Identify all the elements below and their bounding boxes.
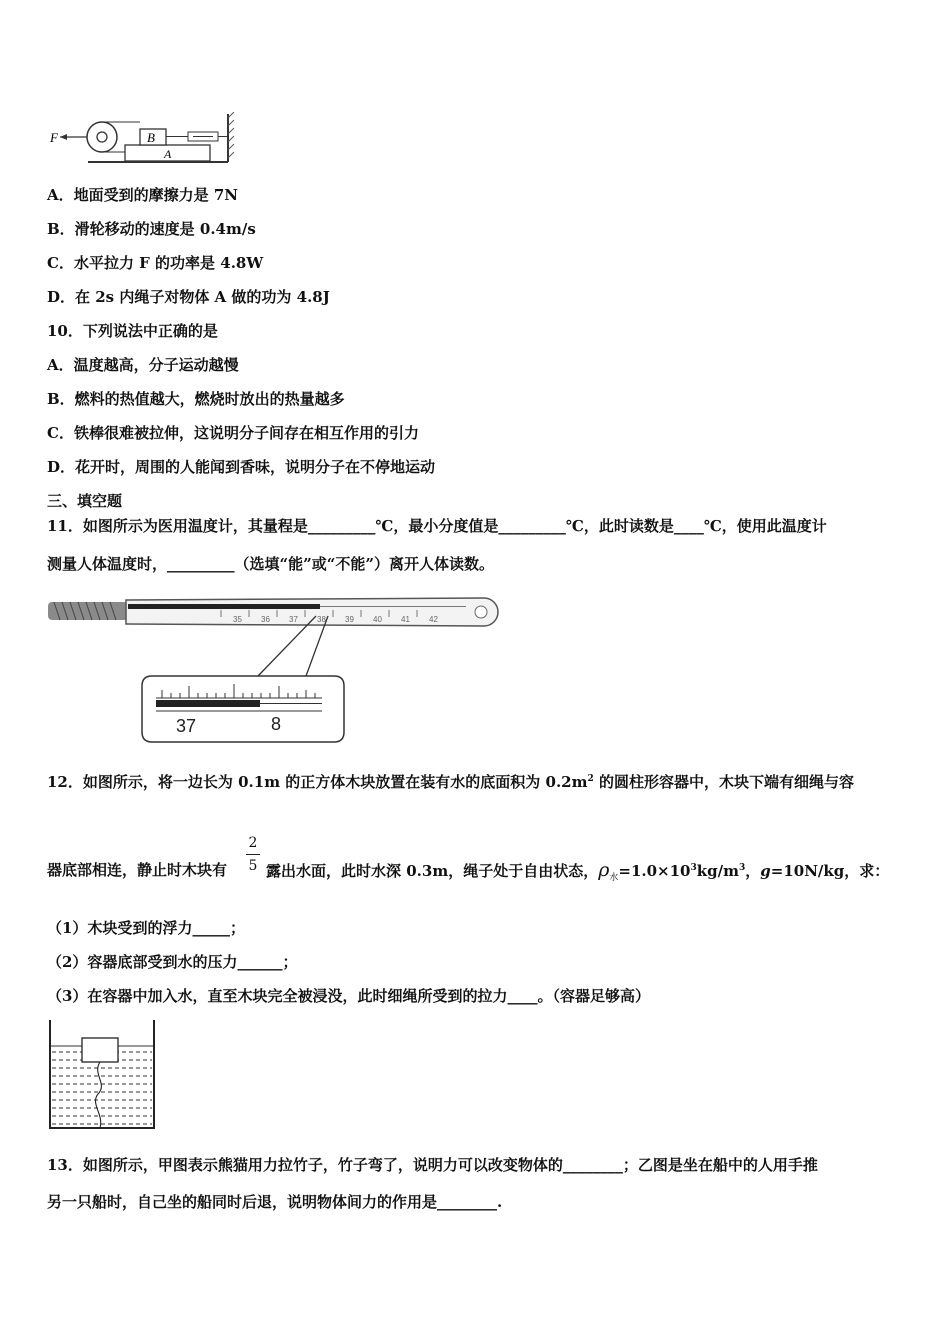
q11-line2: 测量人体温度时，_________（选填“能”或“不能”）离开人体读数。 (47, 555, 495, 573)
q10-option-c: C．铁棒很难被拉伸，这说明分子间存在相互作用的引力 (47, 424, 419, 442)
q9-option-c: C．水平拉力 F 的功率是 4.8W (47, 254, 264, 272)
fraction-two-fifths (246, 834, 260, 875)
q10-stem: 10．下列说法中正确的是 (47, 322, 218, 340)
pulley-diagram (50, 112, 235, 164)
q9-option-a: A．地面受到的摩擦力是 7N (47, 186, 239, 204)
q12-line2-sup1: 3 (690, 863, 697, 873)
q12-sub1: （1）木块受到的浮力_____； (47, 919, 245, 937)
tick-label-40: 40 (373, 615, 382, 624)
block-b-label: B (147, 130, 155, 145)
q12-line2-part-e: ， (745, 862, 761, 880)
fraction-numerator: 2 (248, 835, 258, 851)
q12-sub3: （3）在容器中加入水，直至木块完全被浸没，此时细绳所受到的拉力____。（容器足够高） (47, 987, 650, 1005)
tick-label-36: 36 (261, 615, 270, 624)
q12-line2-part-f: =10N/kg，求： (770, 862, 890, 880)
q12-line1-part-b: 的圆柱形容器中，木块下端有细绳与容 (593, 773, 854, 791)
q12-line2-part-b: 露出水面，此时水深 0.3m，绳子处于自由状态， (266, 862, 599, 880)
container-diagram (46, 1018, 158, 1130)
tick-label-41: 41 (401, 615, 410, 624)
q12-line2-part-d: kg/m (696, 862, 739, 880)
q12-line1-part-a: 12．如图所示，将一边长为 0.1m 的正方体木块放置在装有水的底面积为 0.2m (47, 773, 588, 791)
tick-label-38: 38 (317, 615, 326, 624)
q12-line2-sup2: 3 (739, 863, 746, 873)
q12-line1-sup: 2 (587, 774, 594, 784)
thermometer-diagram (46, 590, 502, 746)
rho-symbol: ρ (598, 859, 610, 881)
block-a-label: A (164, 147, 172, 161)
q12-line1 (47, 772, 854, 792)
zoom-label-8: 8 (271, 714, 282, 734)
q10-option-b: B．燃料的热值越大，燃烧时放出的热量越多 (47, 390, 345, 408)
q12-line2-start: 器底部相连，静止时木块有 (47, 861, 228, 879)
zoom-label-37: 37 (176, 716, 197, 736)
q9-option-b: B．滑轮移动的速度是 0.4m/s (47, 220, 256, 238)
q12-sub2: （2）容器底部受到水的压力______； (47, 953, 298, 971)
rho-subscript: 水 (609, 873, 619, 883)
tick-label-35: 35 (233, 615, 242, 624)
tick-label-42: 42 (429, 615, 438, 624)
g-symbol: g (760, 862, 771, 880)
fraction-bar (246, 854, 260, 855)
q10-option-d: D．花开时，周围的人能闻到香味，说明分子在不停地运动 (47, 458, 436, 476)
tick-label-37: 37 (289, 615, 298, 624)
q9-option-d: D．在 2s 内绳子对物体 A 做的功为 4.8J (47, 288, 330, 306)
fraction-denominator: 5 (248, 858, 258, 874)
force-label: F (50, 130, 58, 145)
q13-line2: 另一只船时，自己坐的船同时后退，说明物体间力的作用是________. (47, 1193, 503, 1211)
tick-label-39: 39 (345, 615, 354, 624)
q12-line2-rest (266, 860, 889, 888)
q13-line1: 13．如图所示，甲图表示熊猫用力拉竹子，竹子弯了，说明力可以改变物体的________；乙图是坐在船中的人用手推 (47, 1156, 818, 1174)
q10-option-a: A．温度越高，分子运动越慢 (47, 356, 239, 374)
section-title: 三、填空题 (47, 492, 123, 510)
q11-line1: 11．如图所示为医用温度计，其量程是_________℃，最小分度值是_________℃，此时读数是____℃，使用此温度计 (47, 517, 827, 535)
q12-line2-part-c: =1.0×10 (618, 862, 691, 880)
